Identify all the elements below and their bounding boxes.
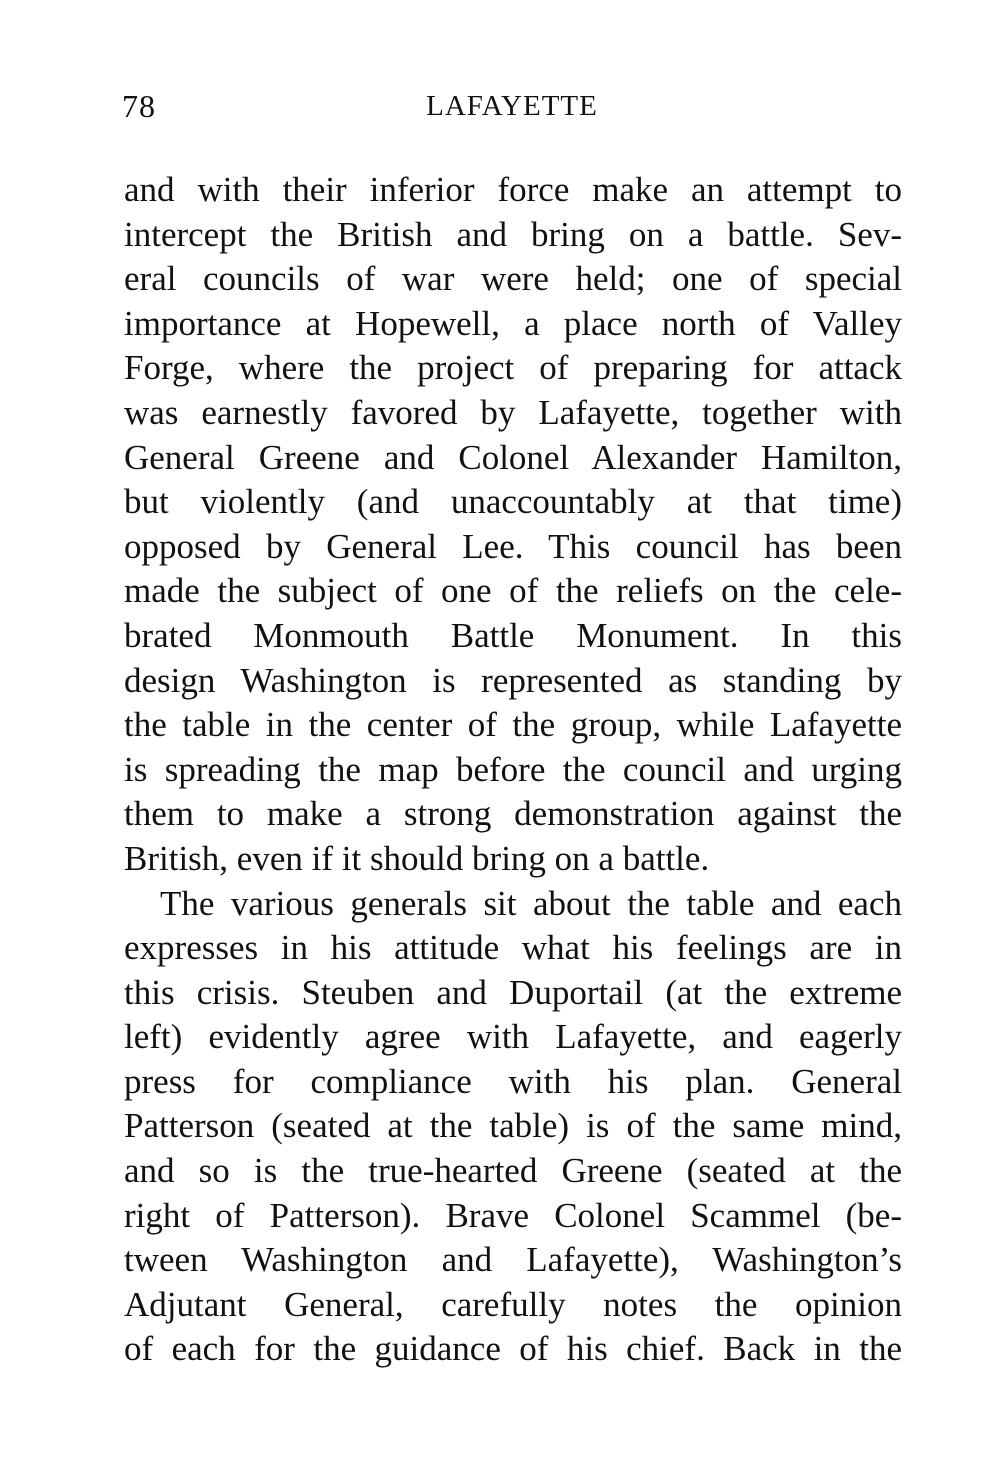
text-line: but violently (and unaccountably at that time) <box>124 482 902 522</box>
text-line: design Washington is represented as standing by <box>124 660 902 700</box>
paragraph-1 <box>124 168 902 882</box>
text-line: British, even if it should bring on a battle. <box>124 838 710 878</box>
text-line: importance at Hopewell, a place north of Valley <box>124 303 902 343</box>
text-line: them to make a strong demonstration against the <box>124 794 902 834</box>
paragraph-2 <box>124 882 902 1373</box>
text-line: Adjutant General, carefully notes the opinion <box>124 1284 902 1324</box>
body-text <box>124 168 902 1372</box>
text-line: expresses in his attitude what his feelings are in <box>124 928 902 968</box>
text-line: tween Washington and Lafayette), Washington’s <box>124 1240 902 1280</box>
text-line: made the subject of one of the reliefs on the cele- <box>124 571 902 611</box>
text-line: General Greene and Colonel Alexander Hamilton, <box>124 437 902 477</box>
running-head: LAFAYETTE <box>426 90 598 122</box>
text-line: brated Monmouth Battle Monument. In this <box>124 615 902 655</box>
text-line: is spreading the map before the council and urging <box>124 749 902 789</box>
text-line: left) evidently agree with Lafayette, and eagerly <box>124 1017 902 1057</box>
text-line: eral councils of war were held; one of special <box>124 259 902 299</box>
text-line: Patterson (seated at the table) is of the same mind, <box>124 1106 902 1146</box>
text-line: Forge, where the project of preparing for attack <box>124 348 902 388</box>
text-line: intercept the British and bring on a battle. Sev- <box>124 214 902 254</box>
page-header <box>122 88 902 132</box>
text-line: of each for the guidance of his chief. Back in the <box>124 1329 902 1369</box>
text-line: and with their inferior force make an attempt to <box>124 170 902 209</box>
text-line: The various generals sit about the table and each <box>160 883 902 923</box>
text-line: was earnestly favored by Lafayette, together with <box>124 392 902 432</box>
text-line: the table in the center of the group, while Lafayette <box>124 705 902 745</box>
text-line: this crisis. Steuben and Duportail (at the extreme <box>124 972 902 1012</box>
page-number: 78 <box>122 88 156 124</box>
text-line: right of Patterson). Brave Colonel Scammel (be- <box>124 1195 902 1235</box>
text-line: opposed by General Lee. This council has been <box>124 526 902 566</box>
text-line: press for compliance with his plan. General <box>124 1061 902 1101</box>
text-line: and so is the true-hearted Greene (seated at the <box>124 1151 902 1191</box>
